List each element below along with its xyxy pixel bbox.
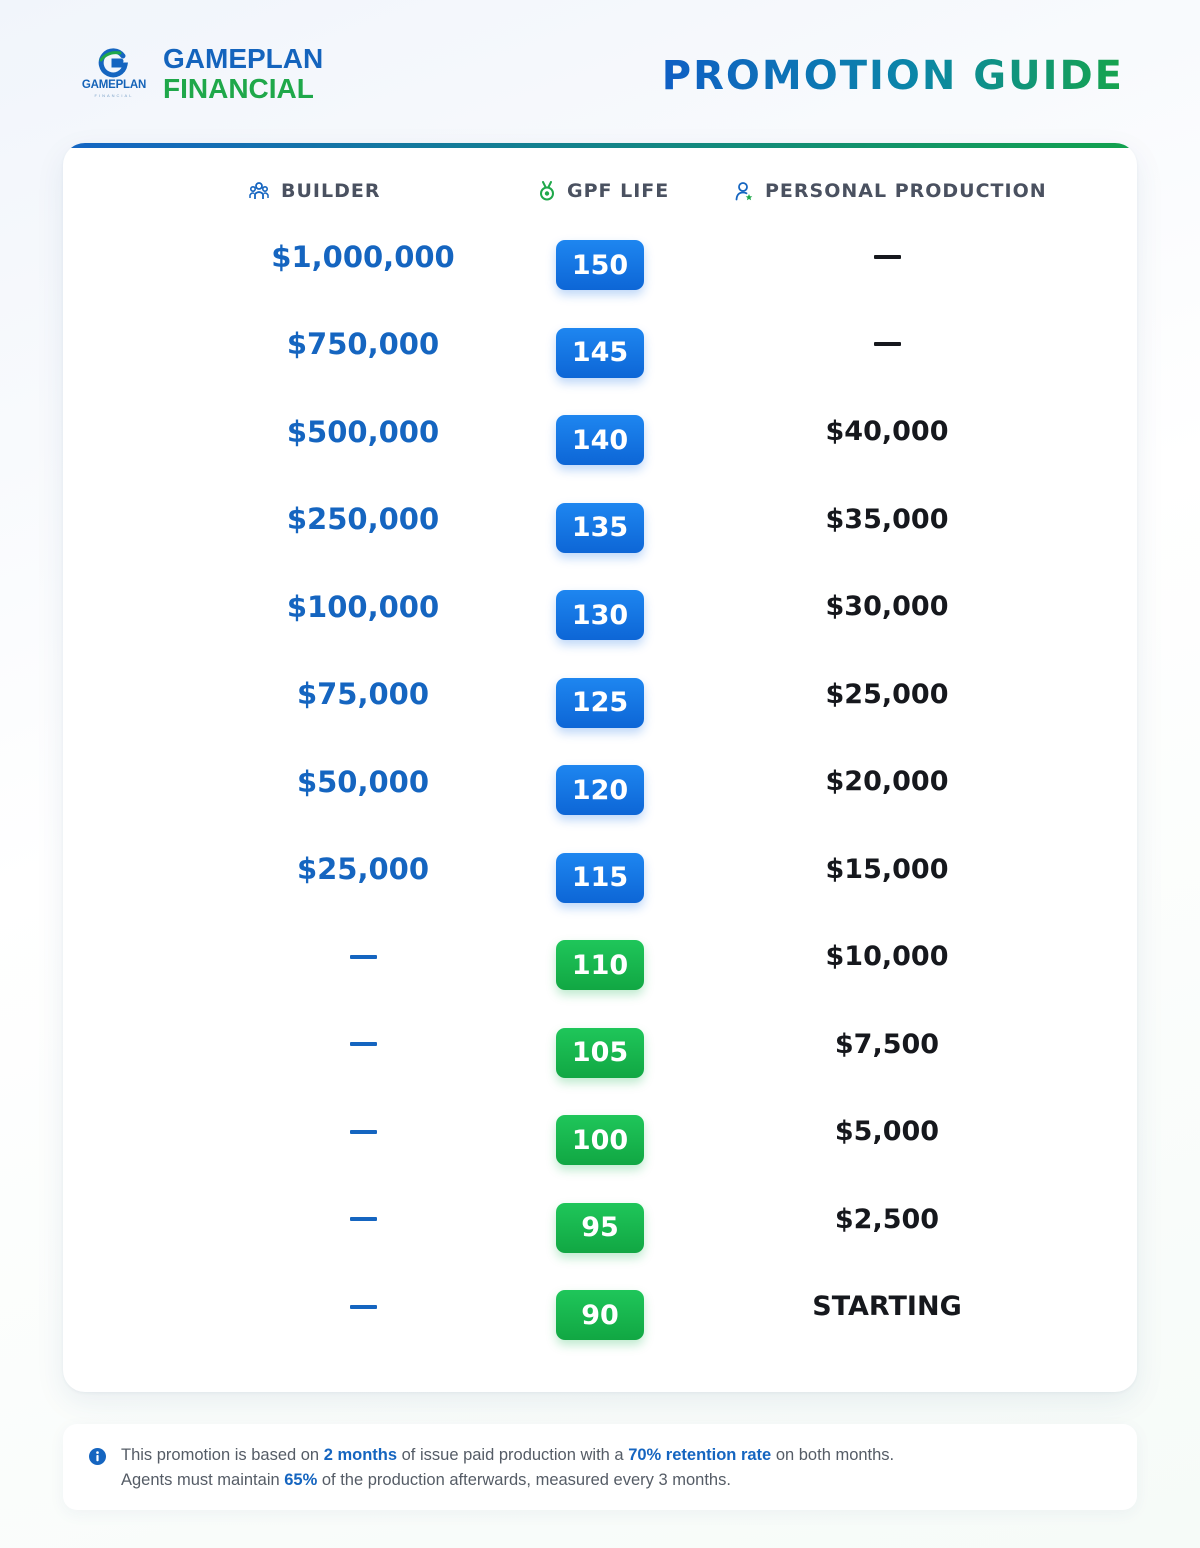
builder-dash — [350, 1042, 377, 1046]
column-header-builder — [249, 177, 380, 205]
table-body — [63, 213, 1137, 1351]
table-row — [63, 213, 1137, 301]
builder-value: $1,000,000 — [271, 239, 455, 274]
logo-subtext: FINANCIAL — [94, 93, 134, 98]
personal-production-value: $15,000 — [825, 853, 949, 885]
personal-production-value: STARTING — [812, 1291, 962, 1323]
table-row — [63, 1088, 1137, 1176]
brand-line-2: FINANCIAL — [163, 73, 314, 104]
builder-cell — [213, 476, 513, 564]
column-header-personal-production-label: PERSONAL PRODUCTION — [765, 180, 1047, 202]
builder-cell — [213, 738, 513, 826]
page-header — [0, 0, 1200, 140]
table-row — [63, 913, 1137, 1001]
personal-production-value: $35,000 — [825, 503, 949, 535]
builder-cell — [213, 1263, 513, 1351]
footnote-text-segment: on both months. — [771, 1446, 895, 1464]
builder-dash — [350, 1130, 377, 1134]
personal-production-cell — [737, 826, 1037, 914]
brand-line-1: GAMEPLAN — [163, 43, 324, 74]
card-accent-bar — [63, 143, 1137, 148]
builder-cell — [213, 913, 513, 1001]
logo-g-icon — [98, 48, 128, 78]
personal-production-cell — [737, 301, 1037, 389]
table-row — [63, 1263, 1137, 1351]
personal-production-cell — [737, 1001, 1037, 1089]
footnote-highlight-retention: 70% retention rate — [628, 1446, 772, 1464]
company-logo — [76, 44, 152, 100]
user-star-icon — [735, 181, 753, 201]
personal-production-value: $30,000 — [825, 591, 949, 623]
personal-production-cell — [737, 213, 1037, 301]
builder-cell — [213, 301, 513, 389]
gpf-life-badge: 125 — [556, 678, 644, 728]
personal-production-value: $40,000 — [825, 416, 949, 448]
footnote — [63, 1424, 1137, 1510]
page-title: PROMOTION GUIDE — [661, 53, 1124, 99]
column-header-builder-label: BUILDER — [281, 180, 381, 202]
personal-production-value: $7,500 — [834, 1028, 940, 1060]
builder-value: $75,000 — [296, 677, 430, 712]
builder-cell — [213, 213, 513, 301]
medal-icon — [539, 181, 555, 201]
gpf-life-badge: 120 — [556, 765, 644, 815]
footnote-text — [121, 1443, 1111, 1493]
builder-value: $250,000 — [286, 502, 440, 537]
footnote-text-segment: Agents must maintain — [121, 1471, 285, 1489]
gpf-life-badge: 110 — [556, 940, 644, 990]
table-row — [63, 1001, 1137, 1089]
footnote-line-1 — [121, 1443, 1111, 1468]
builder-dash — [350, 1217, 377, 1221]
table-row — [63, 738, 1137, 826]
builder-cell — [213, 651, 513, 739]
column-header-gpf-life-label: GPF LIFE — [567, 180, 670, 202]
gpf-life-badge: 135 — [556, 503, 644, 553]
personal-production-cell — [737, 476, 1037, 564]
gpf-life-badge: 145 — [556, 328, 644, 378]
builder-dash — [350, 955, 377, 959]
table-row — [63, 388, 1137, 476]
personal-production-dash — [874, 342, 901, 346]
builder-value: $750,000 — [286, 327, 440, 362]
gpf-life-badge: 130 — [556, 590, 644, 640]
builder-value: $25,000 — [296, 852, 430, 887]
builder-dash — [350, 1305, 377, 1309]
builder-cell — [213, 826, 513, 914]
personal-production-dash — [874, 255, 901, 259]
table-row — [63, 826, 1137, 914]
info-icon — [89, 1448, 106, 1465]
personal-production-value: $20,000 — [825, 766, 949, 798]
gpf-life-badge: 105 — [556, 1028, 644, 1078]
personal-production-value: $25,000 — [825, 678, 949, 710]
builder-cell — [213, 1176, 513, 1264]
builder-cell — [213, 388, 513, 476]
personal-production-cell — [737, 738, 1037, 826]
personal-production-value: $5,000 — [834, 1116, 940, 1148]
gpf-life-badge: 90 — [556, 1290, 644, 1340]
builder-cell — [213, 563, 513, 651]
promotion-table — [63, 143, 1137, 1392]
gpf-life-badge: 140 — [556, 415, 644, 465]
table-row — [63, 1176, 1137, 1264]
gpf-life-badge: 95 — [556, 1203, 644, 1253]
brand-name — [163, 44, 323, 104]
footnote-line-2 — [121, 1468, 1111, 1493]
personal-production-cell — [737, 388, 1037, 476]
logo-text: GAMEPLAN — [81, 79, 147, 91]
personal-production-cell — [737, 1176, 1037, 1264]
personal-production-value: $2,500 — [834, 1203, 940, 1235]
gpf-life-badge: 115 — [556, 853, 644, 903]
footnote-text-segment: of the production afterwards, measured every 3 months. — [317, 1471, 731, 1489]
builder-value: $500,000 — [286, 414, 440, 449]
footnote-highlight-months: 2 months — [323, 1446, 398, 1464]
column-header-personal-production — [735, 177, 1047, 205]
builder-value: $50,000 — [296, 764, 430, 799]
gpf-life-badge: 150 — [556, 240, 644, 290]
table-row — [63, 301, 1137, 389]
gpf-life-badge: 100 — [556, 1115, 644, 1165]
team-icon — [249, 181, 269, 201]
table-row — [63, 476, 1137, 564]
builder-cell — [213, 1088, 513, 1176]
personal-production-cell — [737, 1263, 1037, 1351]
personal-production-cell — [737, 651, 1037, 739]
builder-cell — [213, 1001, 513, 1089]
personal-production-cell — [737, 913, 1037, 1001]
footnote-text-segment: of issue paid production with a — [397, 1446, 629, 1464]
personal-production-cell — [737, 1088, 1037, 1176]
footnote-highlight-maintain: 65% — [284, 1471, 318, 1489]
column-header-gpf-life — [539, 177, 669, 205]
builder-value: $100,000 — [286, 589, 440, 624]
personal-production-cell — [737, 563, 1037, 651]
table-row — [63, 651, 1137, 739]
footnote-text-segment: This promotion is based on — [121, 1446, 324, 1464]
personal-production-value: $10,000 — [825, 941, 949, 973]
table-row — [63, 563, 1137, 651]
